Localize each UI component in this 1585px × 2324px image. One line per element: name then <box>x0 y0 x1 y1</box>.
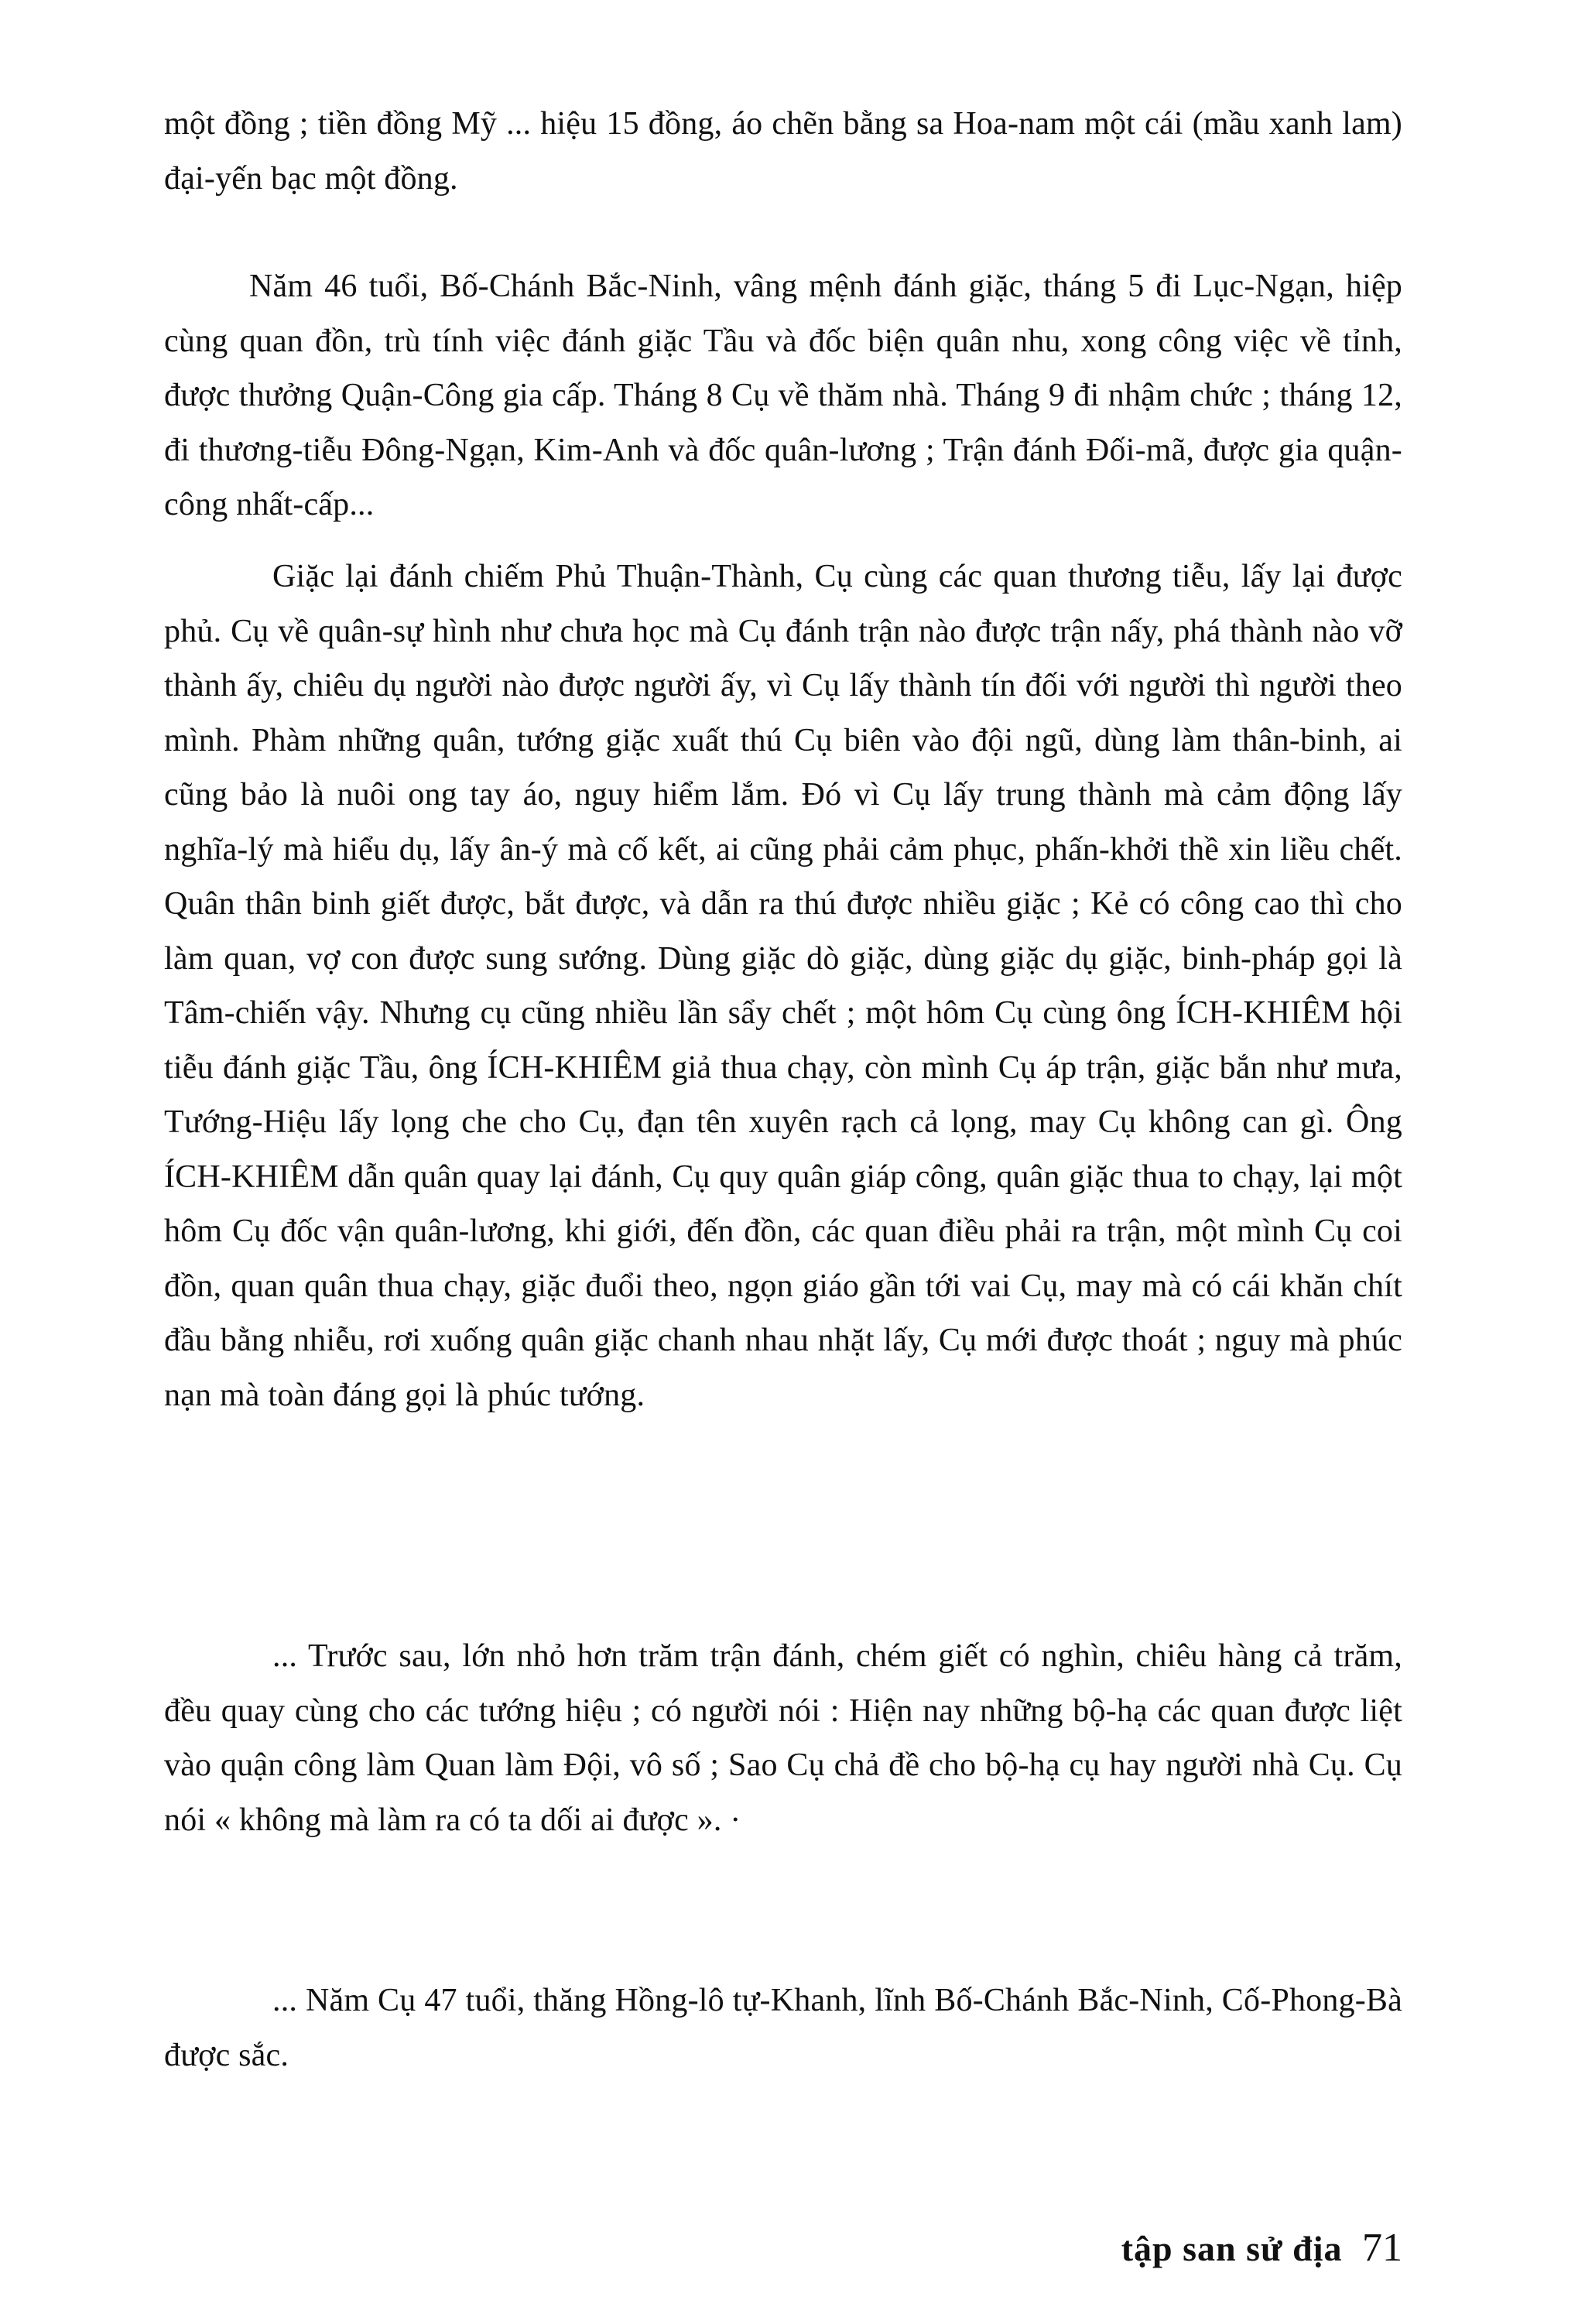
paragraph-3: Giặc lại đánh chiếm Phủ Thuận-Thành, Cụ cùng các quan thương tiễu, lấy lại được phủ. Cụ về quân-sự hình như chưa học mà Cụ đánh trận nào được trận nấy, phá thành nào vỡ thành ấy, chiêu dụ người nào được người ấy, vì Cụ lấy thành tín đối với người thì người theo mình. Phàm những quân, tướng giặc xuất thú Cụ biên vào đội ngũ, dùng làm thân-binh, ai cũng bảo là nuôi ong tay áo, nguy hiểm lắm. Đó vì Cụ lấy trung thành mà cảm động lấy nghĩa-lý mà hiểu dụ, lấy ân-ý mà cố kết, ai cũng phải cảm phục, phấn-khởi thề xin liều chết. Quân thân binh giết được, bắt được, và dẫn ra thú được nhiều giặc ; Kẻ có công cao thì cho làm quan, vợ con được sung sướng. Dùng giặc dò giặc, dùng giặc dụ giặc, binh-pháp gọi là Tâm-chiến vậy. Nhưng cụ cũng nhiều lần sẩy chết ; một hôm Cụ cùng ông ÍCH-KHIÊM hội tiễu đánh giặc Tầu, ông ÍCH-KHIÊM giả thua chạy, còn mình Cụ áp trận, giặc bắn như mưa, Tướng-Hiệu lấy lọng che cho Cụ, đạn tên xuyên rạch cả lọng, may Cụ không can gì. Ông ÍCH-KHIÊM dẫn quân quay lại đánh, Cụ quy quân giáp công, quân giặc thua to chạy, lại một hôm Cụ đốc vận quân-lương, khi giới, đến đồn, các quan điều phải ra trận, một mình Cụ coi đồn, quan quân thua chạy, giặc đuổi theo, ngọn giáo gần tới vai Cụ, may mà có cái khăn chít đầu bằng nhiễu, rơi xuống quân giặc chanh nhau nhặt lấy, Cụ mới được thoát ; nguy mà phúc nạn mà toàn đáng gọi là phúc tướng. <box>164 559 1402 1413</box>
page-footer <box>1121 2225 1402 2272</box>
journal-name: tập san sử địa <box>1121 2229 1343 2268</box>
paragraph-1: một đồng ; tiền đồng Mỹ ... hiệu 15 đồng, áo chẽn bằng sa Hoa-nam một cái (mầu xanh lam) đại-yến bạc một đồng. <box>164 106 1402 197</box>
page-number: 71 <box>1362 2226 1402 2270</box>
paragraph-4: ... Trước sau, lớn nhỏ hơn trăm trận đánh, chém giết có nghìn, chiêu hàng cả trăm, đều quay cùng cho các tướng hiệu ; có người nói : Hiện nay những bộ-hạ các quan được liệt vào quận công làm Quan làm Đội, vô số ; Sao Cụ chả đề cho bộ-hạ cụ hay người nhà Cụ. Cụ nói « không mà làm ra có ta dối ai được ». · <box>164 1638 1402 1838</box>
paragraph-2: Năm 46 tuổi, Bố-Chánh Bắc-Ninh, vâng mệnh đánh giặc, tháng 5 đi Lục-Ngạn, hiệp cùng quan đồn, trù tính việc đánh giặc Tầu và đốc biện quân nhu, xong công việc về tỉnh, được thưởng Quận-Công gia cấp. Tháng 8 Cụ về thăm nhà. Tháng 9 đi nhậm chức ; tháng 12, đi thương-tiễu Đông-Ngạn, Kim-Anh và đốc quân-lương ; Trận đánh Đối-mã, được gia quận-công nhất-cấp... <box>164 269 1402 522</box>
paragraph-5: ... Năm Cụ 47 tuổi, thăng Hồng-lô tự-Khanh, lĩnh Bố-Chánh Bắc-Ninh, Cố-Phong-Bà được sắc. <box>164 1983 1402 2073</box>
